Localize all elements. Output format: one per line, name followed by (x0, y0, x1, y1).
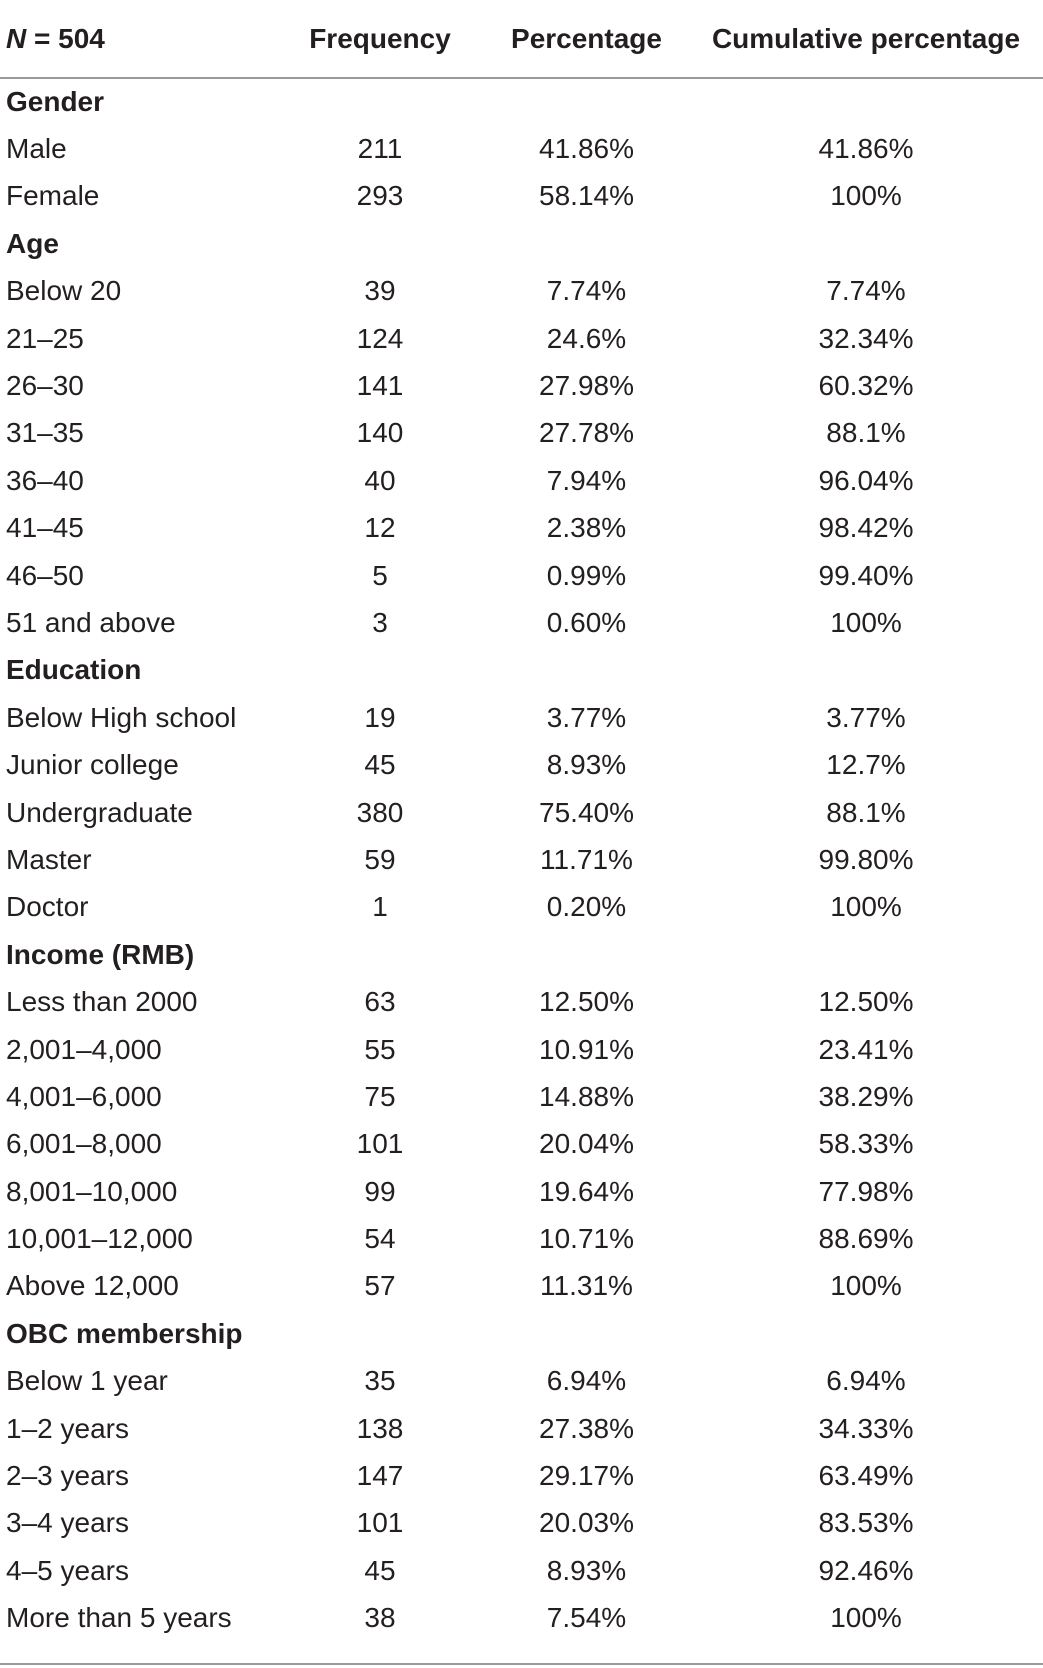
cumulative-percentage-cell: 100% (830, 606, 902, 638)
cumulative-percentage-cell: 92.46% (818, 1554, 914, 1586)
percentage-cell: 20.04% (539, 1128, 634, 1160)
frequency-cell: 138 (356, 1412, 404, 1444)
cumulative-percentage-cell: 100% (830, 180, 902, 212)
row-label: Master (6, 843, 92, 875)
row-label: Less than 2000 (6, 986, 198, 1018)
frequency-cell: 63 (364, 986, 396, 1018)
row-label: 2,001–4,000 (6, 1033, 162, 1065)
percentage-cell: 24.6% (546, 322, 627, 354)
row-label: Below High school (6, 701, 237, 733)
table-row (0, 741, 1043, 788)
percentage-cell: 14.88% (539, 1080, 634, 1112)
row-label: 1–2 years (6, 1412, 129, 1444)
frequency-cell: 101 (356, 1128, 404, 1160)
section-label: Age (6, 227, 59, 259)
table-row (0, 1073, 1043, 1120)
percentage-cell: 11.31% (540, 1270, 633, 1302)
frequency-cell: 12 (364, 512, 396, 544)
header-row (0, 0, 1043, 78)
table-row (0, 315, 1043, 362)
row-label: Male (6, 133, 67, 165)
row-label: 36–40 (6, 464, 84, 496)
cumulative-percentage-cell: 38.29% (818, 1080, 914, 1112)
cumulative-percentage-cell: 6.94% (826, 1365, 906, 1397)
table-row (0, 789, 1043, 836)
cumulative-percentage-cell: 12.7% (826, 749, 906, 781)
section-row (0, 220, 1043, 267)
section-row (0, 78, 1043, 125)
table-row (0, 173, 1043, 220)
cumulative-percentage-cell: 88.69% (818, 1223, 914, 1255)
frequency-cell: 140 (356, 417, 404, 449)
section-label: Income (RMB) (6, 938, 195, 970)
frequency-cell: 99 (364, 1175, 396, 1207)
cumulative-percentage-cell: 41.86% (818, 133, 914, 165)
row-label: 26–30 (6, 370, 84, 402)
frequency-cell: 45 (364, 1554, 396, 1586)
table-row (0, 978, 1043, 1025)
percentage-cell: 75.40% (539, 796, 634, 828)
n-symbol: N (6, 22, 27, 54)
percentage-cell: 10.91% (539, 1033, 634, 1065)
frequency-header: Frequency (276, 0, 484, 78)
frequency-cell: 55 (364, 1033, 396, 1065)
row-label: Above 12,000 (6, 1270, 179, 1302)
percentage-cell: 7.54% (546, 1602, 627, 1634)
cumulative-percentage-cell: 99.40% (818, 559, 914, 591)
cumulative-percentage-cell: 88.1% (826, 796, 906, 828)
table-row (0, 694, 1043, 741)
cumulative-percentage-cell: 98.42% (818, 512, 914, 544)
percentage-header: Percentage (484, 0, 689, 78)
sample-size-header (0, 0, 276, 78)
frequency-cell: 59 (364, 843, 396, 875)
percentage-cell: 19.64% (539, 1175, 634, 1207)
percentage-cell: 7.94% (546, 464, 627, 496)
frequency-cell: 38 (364, 1602, 396, 1634)
table-row (0, 1168, 1043, 1215)
cumulative-percentage-cell: 60.32% (818, 370, 914, 402)
row-label: Junior college (6, 749, 179, 781)
table-row (0, 1263, 1043, 1310)
percentage-cell: 10.71% (539, 1223, 634, 1255)
table-row (0, 1358, 1043, 1405)
row-label: 31–35 (6, 417, 84, 449)
table-row (0, 505, 1043, 552)
percentage-cell: 27.98% (539, 370, 634, 402)
table-row (0, 1547, 1043, 1594)
percentage-cell: 27.38% (539, 1412, 634, 1444)
row-label: 4–5 years (6, 1554, 129, 1586)
cumulative-percentage-cell: 12.50% (818, 986, 914, 1018)
row-label: 3–4 years (6, 1507, 129, 1539)
table-row (0, 1121, 1043, 1168)
percentage-cell: 29.17% (539, 1460, 634, 1492)
row-label: Below 20 (6, 275, 122, 307)
row-label: Undergraduate (6, 796, 193, 828)
table-row (0, 125, 1043, 172)
cumulative-percentage-cell: 100% (830, 1270, 902, 1302)
table-row (0, 1026, 1043, 1073)
table-row (0, 1595, 1043, 1642)
row-label: 41–45 (6, 512, 84, 544)
frequency-cell: 1 (372, 891, 388, 923)
percentage-cell: 27.78% (539, 417, 634, 449)
frequency-cell: 101 (356, 1507, 404, 1539)
frequency-cell: 39 (364, 275, 396, 307)
cumulative-percentage-header: Cumulative percentage (689, 0, 1043, 78)
section-row (0, 1310, 1043, 1357)
table-row (0, 1215, 1043, 1262)
cumulative-percentage-cell: 7.74% (826, 275, 906, 307)
row-label: 46–50 (6, 559, 84, 591)
percentage-cell: 6.94% (546, 1365, 627, 1397)
cumulative-percentage-cell: 77.98% (818, 1175, 914, 1207)
percentage-cell: 20.03% (539, 1507, 634, 1539)
frequency-cell: 3 (372, 606, 388, 638)
percentage-cell: 41.86% (539, 133, 634, 165)
percentage-cell: 58.14% (539, 180, 634, 212)
table-row (0, 552, 1043, 599)
frequency-cell: 147 (356, 1460, 404, 1492)
table-row (0, 1500, 1043, 1547)
cumulative-percentage-cell: 3.77% (826, 701, 906, 733)
percentage-cell: 2.38% (546, 512, 627, 544)
frequency-cell: 35 (364, 1365, 396, 1397)
frequency-cell: 380 (356, 796, 404, 828)
frequency-cell: 75 (364, 1080, 396, 1112)
frequency-cell: 5 (372, 559, 388, 591)
section-row (0, 647, 1043, 694)
frequency-cell: 54 (364, 1223, 396, 1255)
percentage-cell: 8.93% (546, 749, 627, 781)
table-bottom-rule (0, 1663, 1043, 1665)
frequency-cell: 124 (356, 322, 404, 354)
row-label: Doctor (6, 891, 89, 923)
row-label: 8,001–10,000 (6, 1175, 178, 1207)
cumulative-percentage-cell: 99.80% (818, 843, 914, 875)
table-row (0, 268, 1043, 315)
cumulative-percentage-cell: 63.49% (818, 1460, 914, 1492)
cumulative-percentage-cell: 100% (830, 891, 902, 923)
row-label: Below 1 year (6, 1365, 168, 1397)
cumulative-percentage-cell: 58.33% (818, 1128, 914, 1160)
cumulative-percentage-cell: 88.1% (826, 417, 906, 449)
percentage-cell: 0.20% (546, 891, 627, 923)
row-label: 2–3 years (6, 1460, 129, 1492)
table-row (0, 836, 1043, 883)
percentage-cell: 11.71% (540, 843, 633, 875)
table-body (0, 78, 1043, 1642)
section-label: Gender (6, 86, 105, 118)
table-row (0, 362, 1043, 409)
percentage-cell: 8.93% (546, 1554, 627, 1586)
cumulative-percentage-cell: 34.33% (818, 1412, 914, 1444)
row-label: 6,001–8,000 (6, 1128, 162, 1160)
cumulative-percentage-cell: 96.04% (818, 464, 914, 496)
frequency-cell: 19 (364, 701, 396, 733)
cumulative-percentage-cell: 23.41% (818, 1033, 914, 1065)
percentage-cell: 0.99% (546, 559, 627, 591)
table-row (0, 457, 1043, 504)
section-label: Education (6, 654, 142, 686)
cumulative-percentage-cell: 32.34% (818, 322, 914, 354)
table-row (0, 1405, 1043, 1452)
frequency-cell: 45 (364, 749, 396, 781)
frequency-cell: 57 (364, 1270, 396, 1302)
section-row (0, 931, 1043, 978)
table-header (0, 0, 1043, 78)
frequency-cell: 40 (364, 464, 396, 496)
frequency-cell: 211 (357, 133, 403, 165)
table-row (0, 884, 1043, 931)
percentage-cell: 3.77% (546, 701, 627, 733)
table-row (0, 410, 1043, 457)
frequency-cell: 293 (356, 180, 404, 212)
row-label: More than 5 years (6, 1602, 232, 1634)
row-label: 4,001–6,000 (6, 1080, 162, 1112)
table-row (0, 1452, 1043, 1499)
percentage-cell: 7.74% (546, 275, 627, 307)
cumulative-percentage-cell: 83.53% (818, 1507, 914, 1539)
n-value: = 504 (26, 22, 105, 54)
row-label: 51 and above (6, 606, 176, 638)
frequency-cell: 141 (356, 370, 404, 402)
row-label: Female (6, 180, 100, 212)
cumulative-percentage-cell: 100% (830, 1602, 902, 1634)
percentage-cell: 0.60% (546, 606, 627, 638)
section-label: OBC membership (6, 1317, 243, 1349)
table-row (0, 599, 1043, 646)
row-label: 10,001–12,000 (6, 1223, 193, 1255)
row-label: 21–25 (6, 322, 84, 354)
percentage-cell: 12.50% (539, 986, 634, 1018)
